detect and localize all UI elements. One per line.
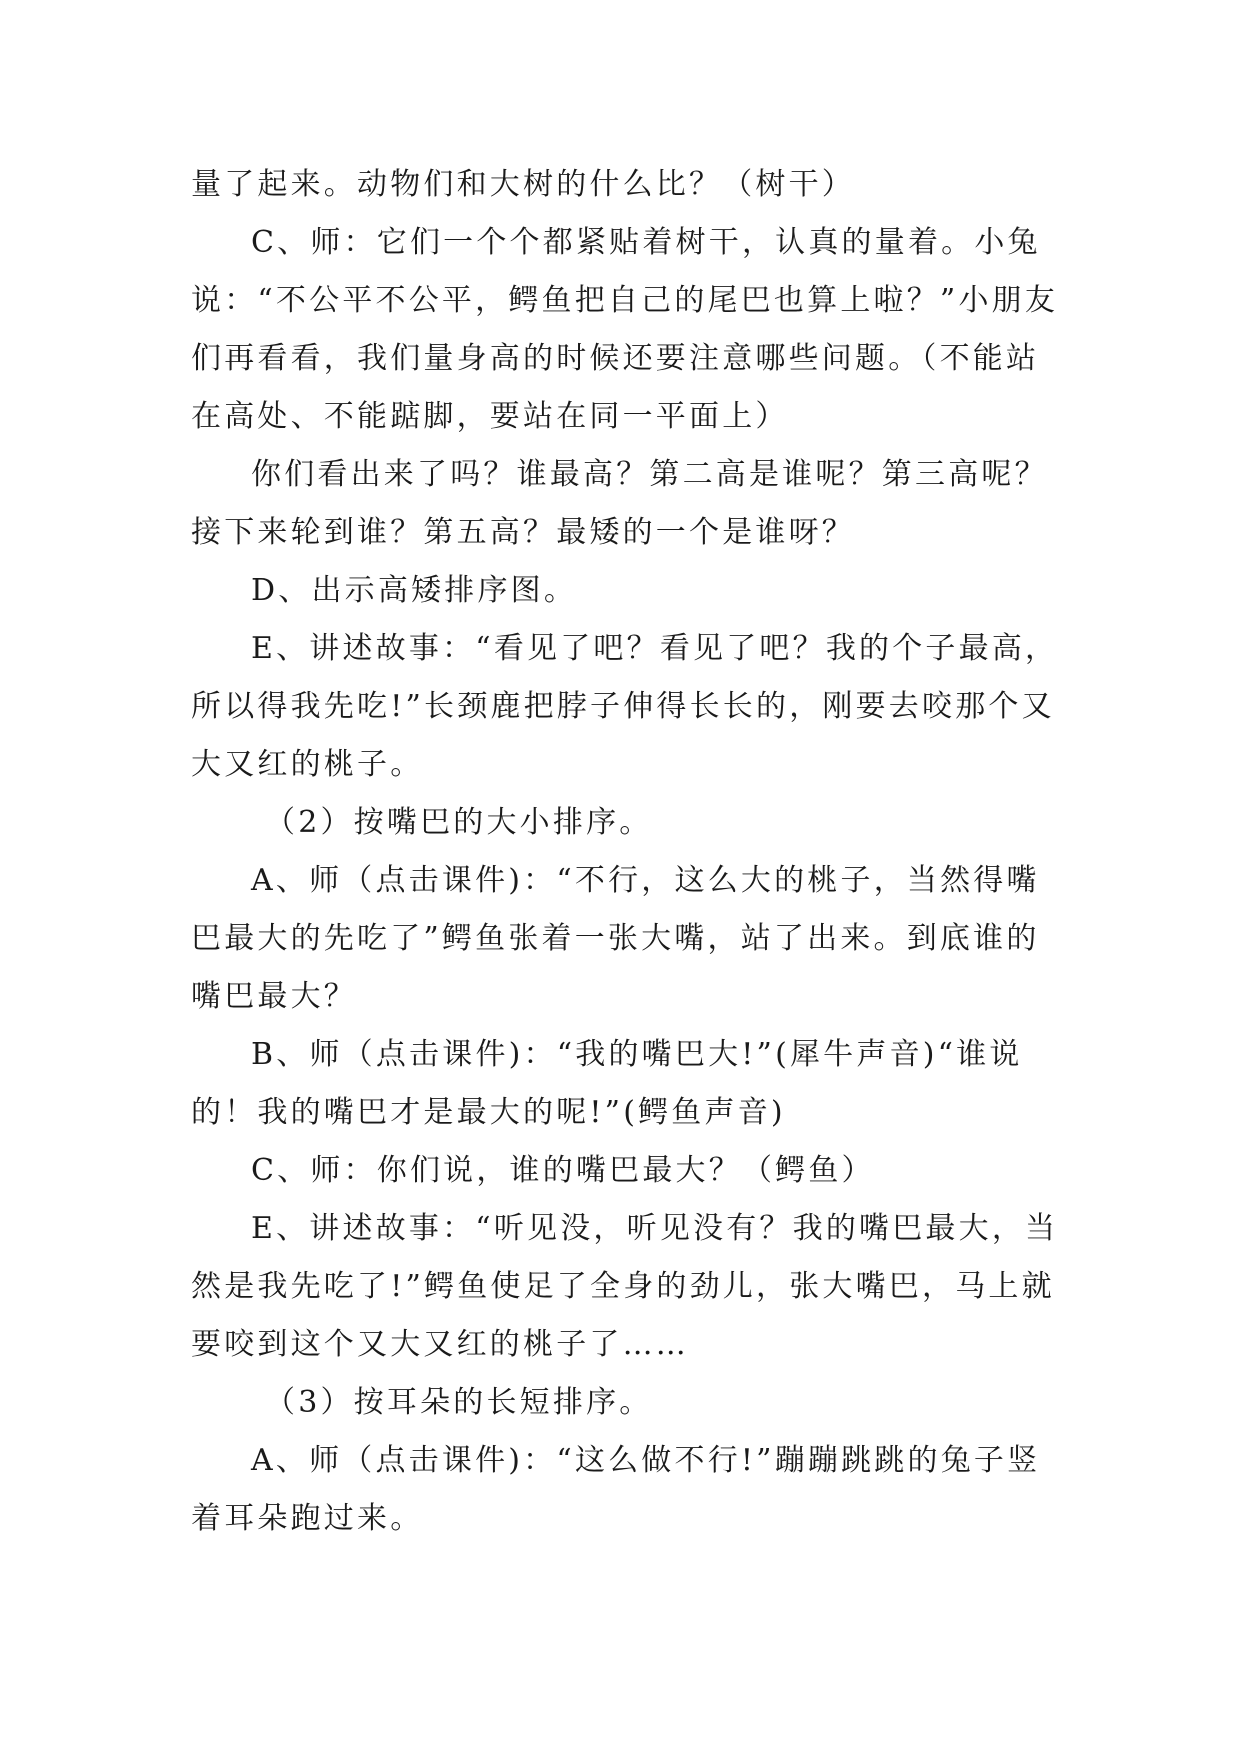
paragraph-mouth-b: B、师（点击课件)：“我的嘴巴大!”(犀牛声音)“谁说的！我的嘴巴才是最大的呢!”(鳄鱼声音) bbox=[191, 1037, 1023, 1130]
paragraph-mouth-e: E、讲述故事：“听见没，听见没有？我的嘴巴最大，当然是我先吃了!”鳄鱼使足了全身的劲儿，张大嘴巴，马上就要咬到这个又大又红的桃子了…… bbox=[191, 1211, 1059, 1362]
paragraph-mouth-c: C、师：你们说，谁的嘴巴最大？（鳄鱼） bbox=[251, 1153, 875, 1188]
section-heading-mouth: （2）按嘴巴的大小排序。 bbox=[265, 805, 653, 840]
paragraph-step-e: E、讲述故事：“看见了吧？看见了吧？我的个子最高，所以得我先吃!”长颈鹿把脖子伸得长长的，刚要去咬那个又大又红的桃子。 bbox=[191, 631, 1059, 782]
paragraph-ears-a: A、师（点击课件)：“这么做不行!”蹦蹦跳跳的兔子竖着耳朵跑过来。 bbox=[191, 1443, 1041, 1536]
paragraph-continuation: 量了起来。动物们和大树的什么比？（树干） bbox=[191, 167, 855, 202]
paragraph-mouth-a: A、师（点击课件)：“不行，这么大的桃子，当然得嘴巴最大的先吃了”鳄鱼张着一张大嘴，站了出来。到底谁的嘴巴最大？ bbox=[191, 863, 1040, 1014]
paragraph-step-d: D、出示高矮排序图。 bbox=[251, 573, 578, 608]
section-heading-ears: （3）按耳朵的长短排序。 bbox=[265, 1385, 653, 1420]
document-body bbox=[191, 156, 1061, 1548]
paragraph-step-c: C、师：它们一个个都紧贴着树干，认真的量着。小兔说：“不公平不公平，鳄鱼把自己的尾巴也算上啦？”小朋友们再看看，我们量身高的时候还要注意哪些问题。（不能站在高处、不能踮脚，要站在同一平面上） bbox=[191, 225, 1059, 434]
paragraph-questions: 你们看出来了吗？谁最高？第二高是谁呢？第三高呢？接下来轮到谁？第五高？最矮的一个是谁呀？ bbox=[191, 457, 1048, 550]
